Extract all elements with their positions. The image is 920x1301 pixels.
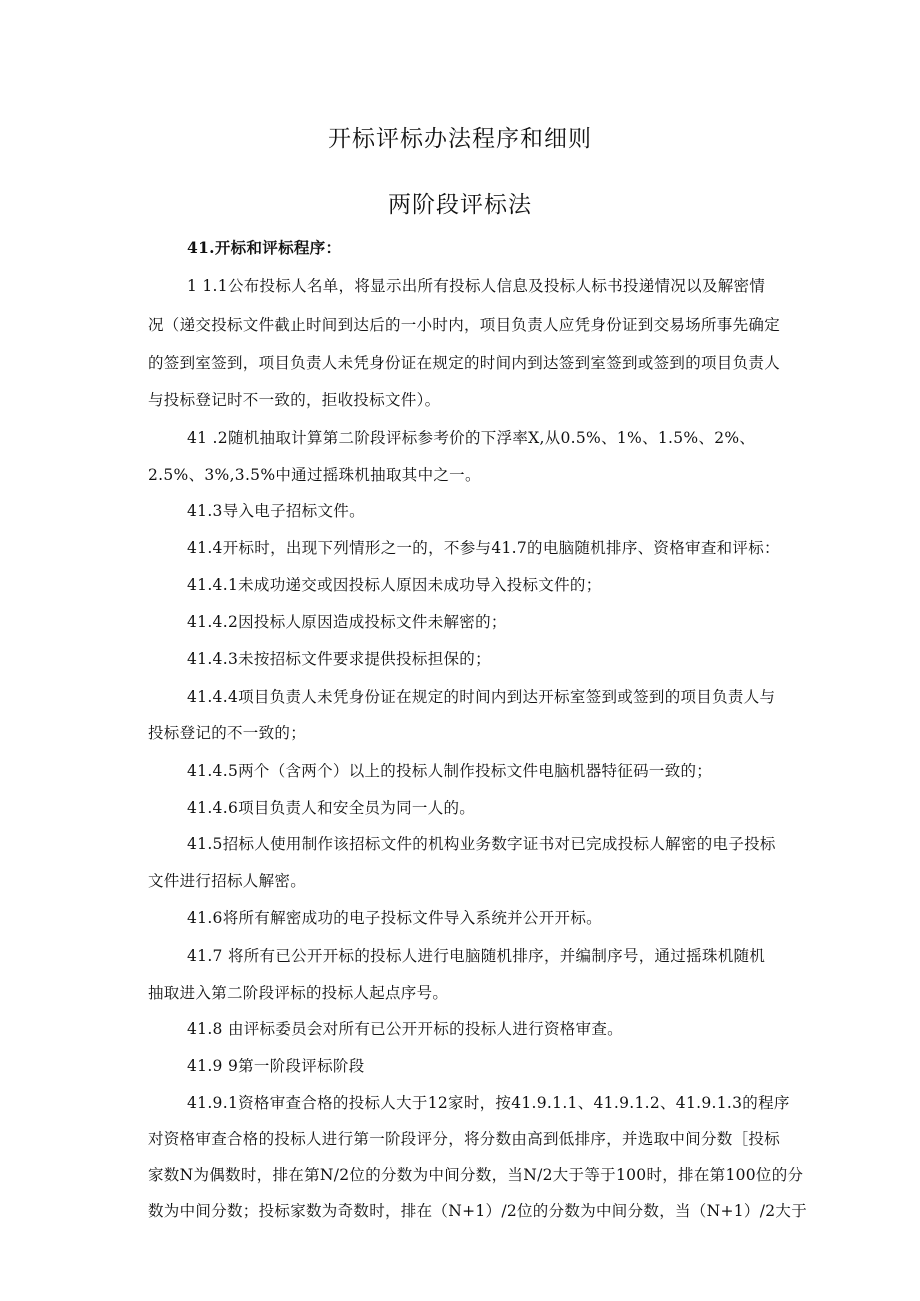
- paragraph-line: 41.5招标人使用制作该招标文件的机构业务数字证书对已完成投标人解密的电子投标: [187, 835, 776, 853]
- paragraph-line: 41.7 将所有已公开开标的投标人进行电脑随机排序，并编制序号，通过摇珠机随机: [187, 947, 766, 965]
- paragraph-line: 的签到室签到，项目负责人未凭身份证在规定的时间内到达签到室签到或签到的项目负责人: [148, 354, 781, 372]
- paragraph-line: 1 1.1公布投标人名单，将显示出所有投标人信息及投标人标书投递情况以及解密情: [187, 277, 766, 295]
- paragraph-line: 41.4.5两个（含两个）以上的投标人制作投标文件电脑机器特征码一致的；: [187, 762, 713, 780]
- paragraph-line: 抽取进入第二阶段评标的投标人起点序号。: [148, 984, 449, 1002]
- paragraph-line: 文件进行招标人解密。: [148, 872, 307, 890]
- paragraph-line: 41.9 9第一阶段评标阶段: [187, 1057, 365, 1075]
- paragraph-line: 41.4.1未成功递交或因投标人原因未成功导入投标文件的；: [187, 576, 602, 594]
- paragraph-line: 41.4.4项目负责人未凭身份证在规定的时间内到达开标室签到或签到的项目负责人与: [187, 688, 776, 706]
- paragraph-line: 41.6将所有解密成功的电子投标文件导入系统并公开开标。: [187, 909, 602, 927]
- paragraph-line: 41.9.1资格审查合格的投标人大于12家时，按41.9.1.1、41.9.1.2、41.9.1.3的程序: [187, 1094, 790, 1112]
- section-heading: 41.开标和评标程序：: [187, 238, 342, 257]
- paragraph-line: 41.8 由评标委员会对所有已公开开标的投标人进行资格审查。: [187, 1020, 623, 1038]
- paragraph-line: 投标登记的不一致的；: [148, 724, 307, 742]
- paragraph-line: 2.5%、3%,3.5%中通过摇珠机抽取其中之一。: [148, 466, 481, 484]
- paragraph-line: 况（递交投标文件截止时间到达后的一小时内，项目负责人应凭身份证到交易场所事先确定: [148, 316, 781, 334]
- document-title: 开标评标办法程序和细则: [328, 126, 592, 152]
- paragraph-line: 41.4.2因投标人原因造成投标文件未解密的；: [187, 613, 507, 631]
- paragraph-line: 数为中间分数；投标家数为奇数时，排在（N+1）/2位的分数为中间分数，当（N+1）/2大于: [148, 1202, 807, 1220]
- paragraph-line: 41.4.6项目负责人和安全员为同一人的。: [187, 799, 476, 817]
- paragraph-line: 41 .2随机抽取计算第二阶段评标参考价的下浮率X,从0.5%、1%、1.5%、2%、: [187, 429, 756, 447]
- paragraph-line: 41.4开标时，出现下列情形之一的，不参与41.7的电脑随机排序、资格审查和评标：: [187, 539, 780, 557]
- paragraph-line: 41.3导入电子招标文件。: [187, 502, 365, 520]
- document-subtitle: 两阶段评标法: [388, 192, 532, 218]
- paragraph-line: 对资格审查合格的投标人进行第一阶段评分，将分数由高到低排序，并选取中间分数［投标: [148, 1130, 781, 1148]
- paragraph-line: 41.4.3未按招标文件要求提供投标担保的；: [187, 650, 491, 668]
- paragraph-line: 家数N为偶数时，排在第N/2位的分数为中间分数，当N/2大于等于100时，排在第100位的分: [148, 1166, 804, 1184]
- paragraph-line: 与投标登记时不一致的，拒收投标文件）。: [148, 391, 441, 409]
